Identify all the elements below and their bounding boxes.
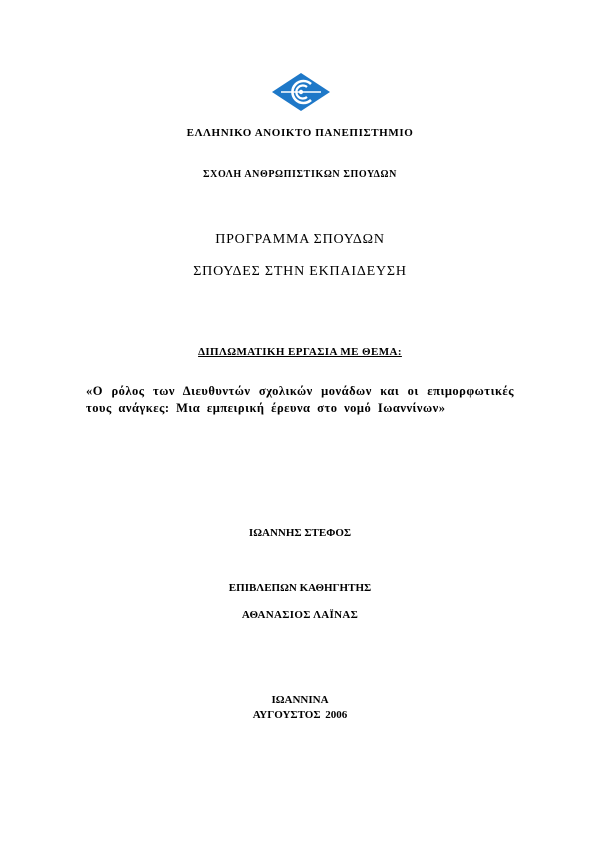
- supervisor-name: ΑΘΑΝΑΣΙΟΣ ΛΑΪΝΑΣ: [241, 609, 359, 621]
- date: ΑΥΓΟΥΣΤΟΣ 2006: [252, 709, 348, 721]
- school-name: ΣΧΟΛΗ ΑΝΘΡΩΠΙΣΤΙΚΩΝ ΣΠΟΥΔΩΝ: [203, 169, 397, 180]
- supervisor-label: ΕΠΙΒΛΕΠΩΝ ΚΑΘΗΓΗΤΗΣ: [228, 582, 372, 594]
- studies-title: ΣΠΟΥΔΕΣ ΣΤΗΝ ΕΚΠΑΙΔΕΥΣΗ: [193, 264, 407, 279]
- author-name: ΙΩΑΝΝΗΣ ΣΤΕΦΟΣ: [248, 527, 352, 539]
- university-logo-icon: [271, 72, 331, 112]
- city: ΙΩΑΝΝΙΝΑ: [271, 694, 329, 706]
- thesis-topic: «Ο ρόλος των Διευθυντών σχολικών μονάδων και οι επιμορφωτικές τους ανάγκες: Μια εμπειρική έρευνα στο νομό Ιωαννίνων»: [86, 384, 514, 415]
- program-title: ΠΡΟΓΡΑΜΜΑ ΣΠΟΥΔΩΝ: [215, 232, 385, 247]
- university-name: ΕΛΛΗΝΙΚΟ ΑΝΟΙΚΤΟ ΠΑΝΕΠΙΣΤΗΜΙΟ: [186, 127, 414, 139]
- thesis-label: ΔΙΠΛΩΜΑΤΙΚΗ ΕΡΓΑΣΙΑ ΜΕ ΘΕΜΑ:: [198, 346, 402, 358]
